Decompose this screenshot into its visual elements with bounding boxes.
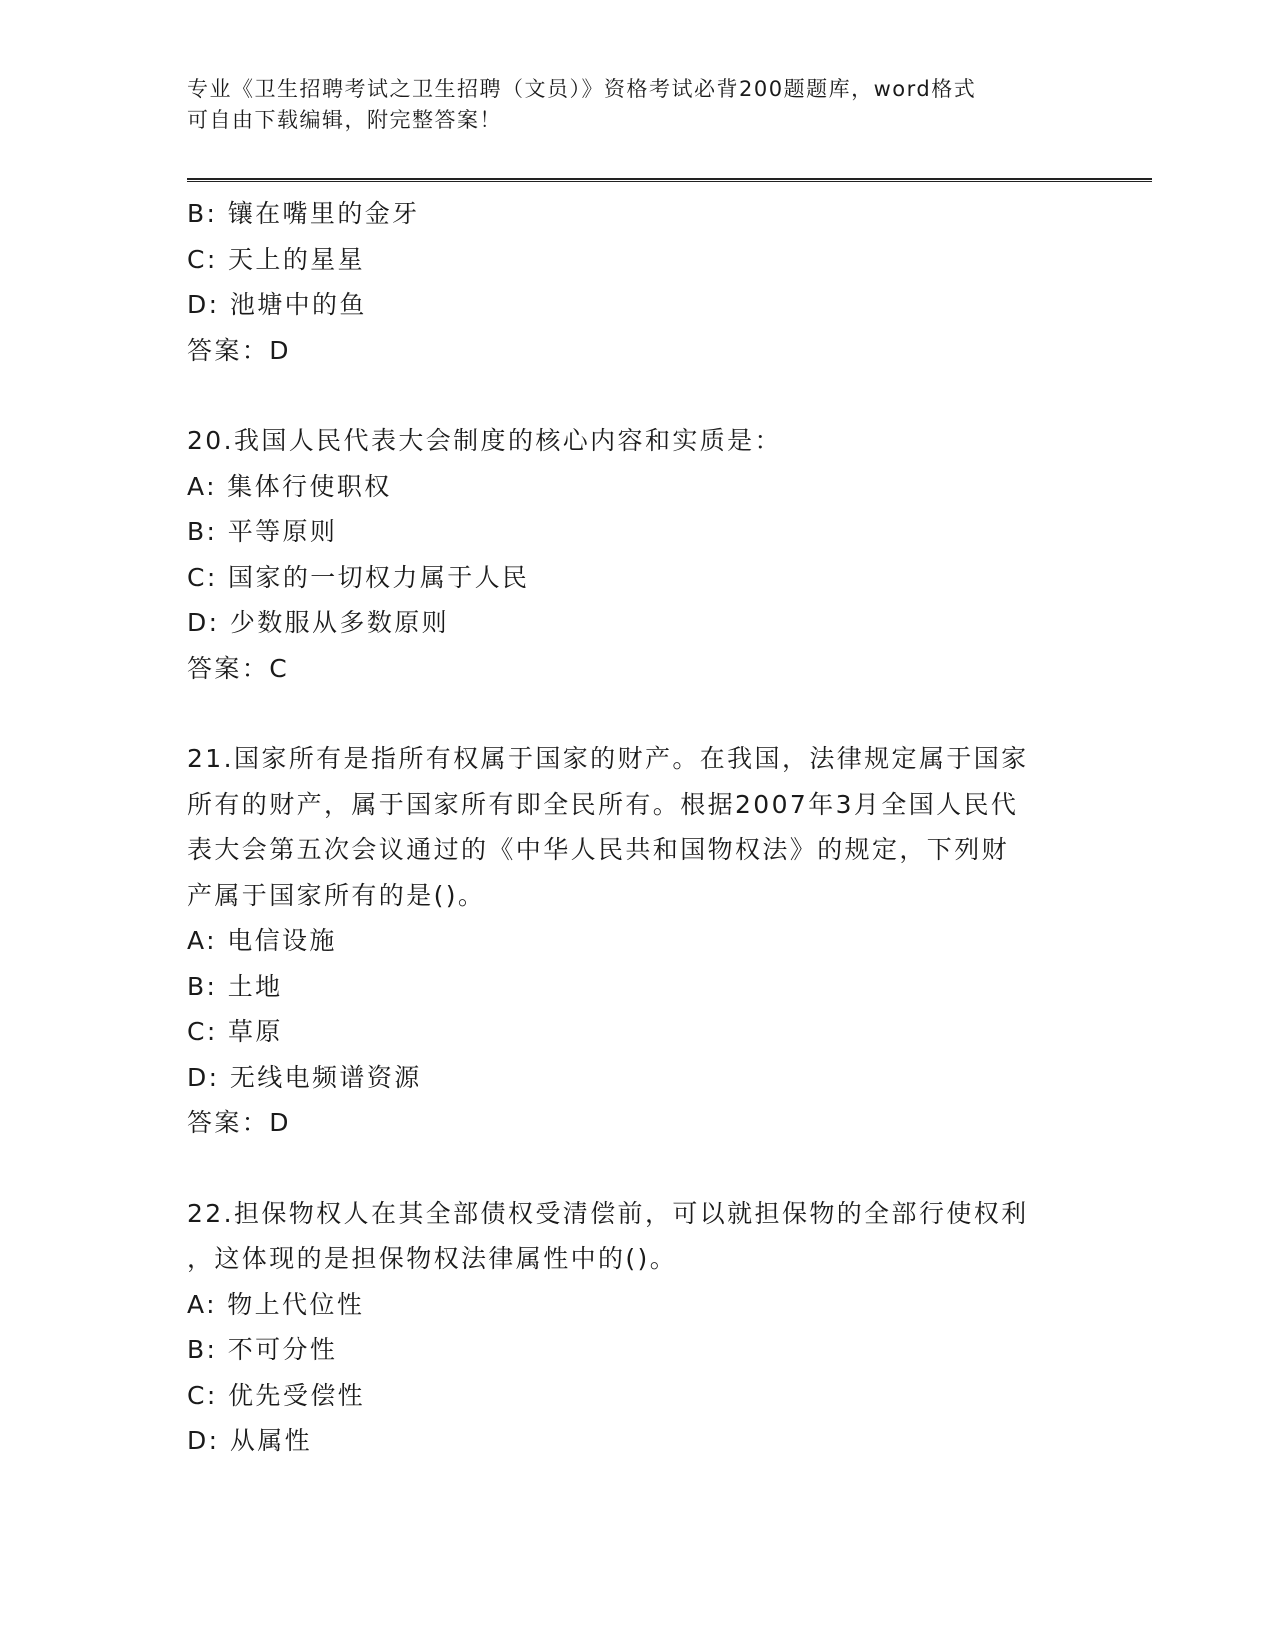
question-block: [187, 418, 1087, 691]
answer-line: 答案：C: [187, 653, 290, 683]
document-header: [187, 74, 1077, 136]
option-a: A: 集体行使职权: [187, 471, 392, 501]
option-d: D: 从属性: [187, 1426, 313, 1455]
option-b: B: 不可分性: [187, 1335, 338, 1364]
question-block: [187, 191, 1087, 373]
question-list: [187, 191, 1087, 1464]
option-b: B: 平等原则: [187, 517, 338, 546]
option-c: C: 国家的一切权力属于人民: [187, 562, 530, 592]
answer-line: 答案：D: [187, 1108, 291, 1137]
question-text-line: 产属于国家所有的是()。: [187, 880, 486, 910]
header-line-2: 可自由下载编辑，附完整答案！: [187, 108, 502, 132]
option-d: D: 无线电频谱资源: [187, 1062, 422, 1092]
question-text-line: 21.国家所有是指所有权属于国家的财产。在我国，法律规定属于国家: [187, 744, 1029, 773]
option-c: C: 优先受偿性: [187, 1380, 366, 1410]
header-line-1: 专业《卫生招聘考试之卫生招聘（文员）》资格考试必背200题题库，word格式: [187, 77, 977, 101]
option-b: B: 土地: [187, 971, 283, 1001]
option-d: D: 池塘中的鱼: [187, 290, 367, 319]
question-block: [187, 736, 1087, 1146]
question-block: [187, 1191, 1087, 1464]
option-c: C: 天上的星星: [187, 244, 366, 274]
question-text-line: 表大会第五次会议通过的《中华人民共和国物权法》的规定，下列财: [187, 835, 1010, 864]
option-d: D: 少数服从多数原则: [187, 608, 450, 637]
question-text-line: 22.担保物权人在其全部债权受清偿前，可以就担保物的全部行使权利: [187, 1198, 1029, 1228]
header-divider: [187, 178, 1152, 182]
option-a: A: 电信设施: [187, 926, 337, 955]
question-text-line: 所有的财产，属于国家所有即全民所有。根据2007年3月全国人民代: [187, 789, 1019, 819]
answer-line: 答案：D: [187, 335, 291, 365]
question-text: 20.我国人民代表大会制度的核心内容和实质是：: [187, 426, 782, 455]
option-a: A: 物上代位性: [187, 1289, 365, 1319]
question-text-line: ，这体现的是担保物权法律属性中的()。: [187, 1244, 678, 1273]
option-b: B: 镶在嘴里的金牙: [187, 199, 420, 228]
option-c: C: 草原: [187, 1017, 283, 1046]
